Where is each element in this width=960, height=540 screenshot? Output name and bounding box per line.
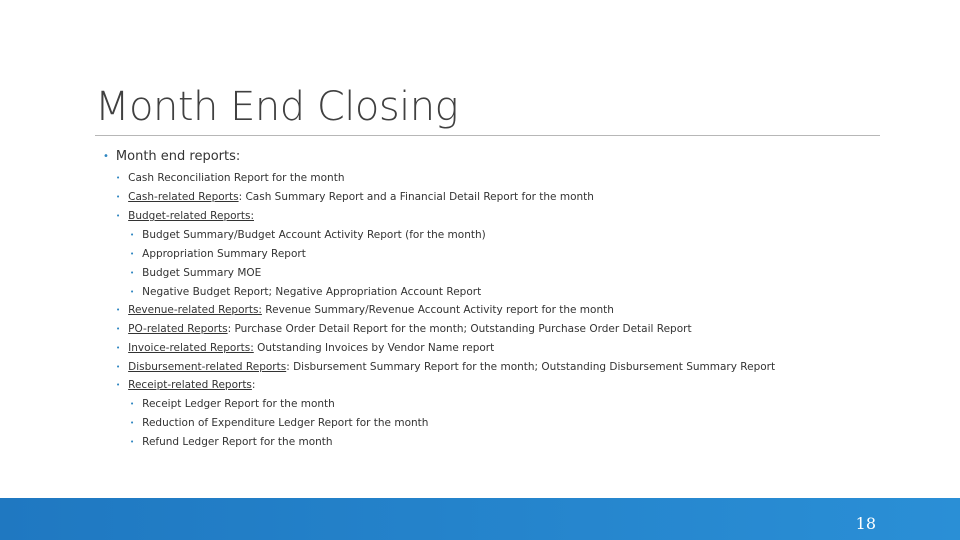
bullet-cash-related — [116, 188, 594, 207]
bullet-cash-reconciliation — [116, 169, 344, 188]
bullet-text: Negative Budget Report; Negative Appropriation Account Report — [142, 286, 482, 298]
bullet-dot-icon: • — [130, 231, 135, 239]
bullet-text: : Disbursement Summary Report for the month; Outstanding Disbursement Summary Report — [286, 361, 776, 373]
bullet-text: : Purchase Order Detail Report for the month; Outstanding Purchase Order Detail Report — [227, 323, 692, 335]
bullet-dot-icon: • — [130, 288, 135, 296]
bullet-text: Budget Summary/Budget Account Activity Report (for the month) — [142, 229, 486, 241]
bullet-budget-related — [116, 207, 254, 226]
bullet-dot-icon: • — [130, 269, 135, 277]
bullet-text: Budget Summary MOE — [142, 267, 262, 279]
bullet-text: : — [251, 379, 256, 391]
bullet-dot-icon: • — [103, 151, 109, 162]
bullet-label: PO-related Reports — [128, 323, 228, 335]
bullet-receipt-sub — [130, 433, 333, 452]
bullet-text: : Cash Summary Report and a Financial Detail Report for the month — [238, 191, 594, 203]
bullet-dot-icon: • — [116, 306, 121, 314]
page-number: 18 — [855, 514, 876, 533]
bullet-text: Receipt Ledger Report for the month — [142, 398, 335, 410]
footer-bar — [0, 498, 960, 540]
bullet-text: Month end reports: — [115, 149, 241, 164]
bullet-dot-icon: • — [116, 193, 121, 201]
bullet-dot-icon: • — [116, 212, 121, 220]
bullet-budget-sub — [130, 226, 486, 245]
bullet-dot-icon: • — [130, 419, 135, 427]
bullet-budget-sub — [130, 245, 306, 264]
bullet-text: Appropriation Summary Report — [142, 248, 306, 260]
bullet-dot-icon: • — [116, 363, 121, 371]
bullet-text: Revenue Summary/Revenue Account Activity report for the month — [261, 304, 614, 316]
bullet-text: Outstanding Invoices by Vendor Name report — [253, 342, 495, 354]
bullet-dot-icon: • — [130, 438, 135, 446]
slide-title: Month End Closing — [95, 84, 459, 130]
bullet-label: Revenue-related Reports: — [128, 304, 262, 316]
bullet-text: Reduction of Expenditure Ledger Report for the month — [142, 417, 429, 429]
bullet-budget-sub — [130, 264, 261, 283]
bullet-label: Cash-related Reports — [128, 191, 239, 203]
bullet-invoice-related — [116, 339, 494, 358]
bullet-label: Receipt-related Reports — [128, 379, 252, 391]
title-divider — [95, 135, 880, 136]
bullet-revenue-related — [116, 301, 614, 320]
bullet-month-end-reports — [103, 146, 240, 169]
bullet-disbursement-related — [116, 358, 775, 377]
bullet-receipt-sub — [130, 414, 428, 433]
bullet-text: Cash Reconciliation Report for the month — [128, 172, 345, 184]
bullet-dot-icon: • — [116, 325, 121, 333]
bullet-dot-icon: • — [116, 344, 121, 352]
bullet-dot-icon: • — [130, 400, 135, 408]
bullet-dot-icon: • — [116, 381, 121, 389]
bullet-dot-icon: • — [130, 250, 135, 258]
bullet-label: Invoice-related Reports: — [128, 342, 254, 354]
bullet-budget-sub — [130, 283, 481, 302]
bullet-receipt-sub — [130, 395, 335, 414]
bullet-label: Disbursement-related Reports — [128, 361, 287, 373]
bullet-receipt-related — [116, 376, 255, 395]
bullet-dot-icon: • — [116, 174, 121, 182]
bullet-text: Refund Ledger Report for the month — [142, 436, 333, 448]
bullet-label: Budget-related Reports: — [128, 210, 254, 222]
bullet-po-related — [116, 320, 692, 339]
